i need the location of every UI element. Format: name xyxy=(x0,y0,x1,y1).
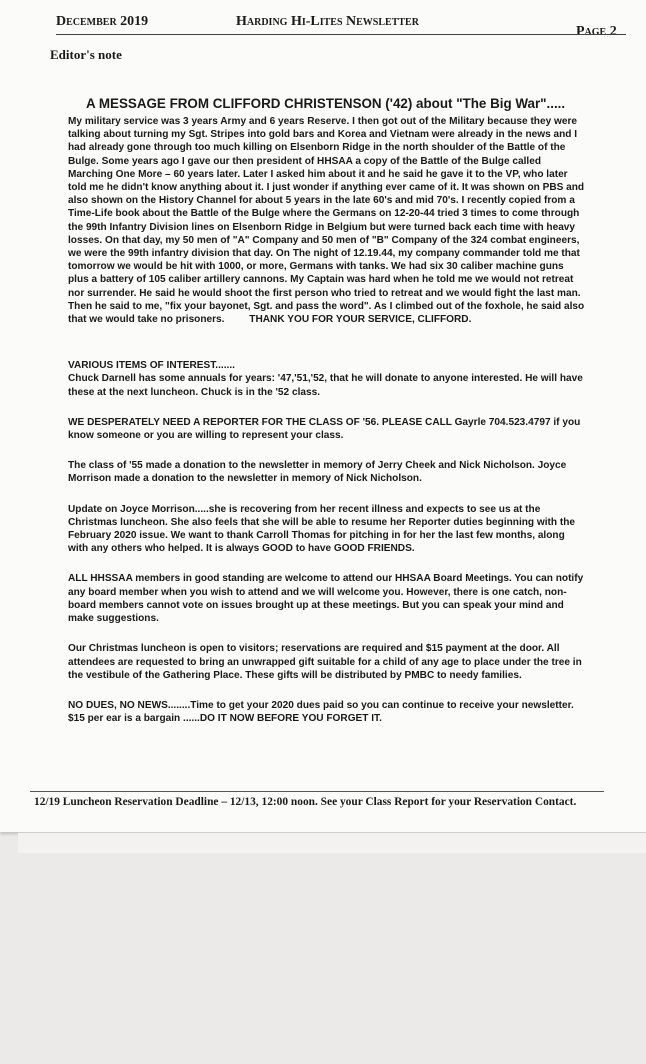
thank-you-line: THANK YOU FOR YOUR SERVICE, CLIFFORD. xyxy=(249,314,472,326)
item-paragraph: Our Christmas luncheon is open to visitors; reservations are required and $15 payment at the door. All attendees are requested to bring an unwrapped gift suitable for a child of any age to place under the tree in the vestibule of the Gathering Place. These gifts will be distributed by PMBC to needy families. xyxy=(68,643,582,681)
item-paragraph: Update on Joyce Morrison.....she is recovering from her recent illness and expects to see us at the Christmas luncheon. She also feels that she will be able to resume her Reporter duties beginning with the February 2020 issue. We want to thank Carroll Thomas for pitching in for her the last few months, along with any others who helped. It is always GOOD to have GOOD FRIENDS. xyxy=(68,503,576,555)
items-heading: VARIOUS ITEMS OF INTEREST....... xyxy=(68,360,235,372)
header-rule xyxy=(56,34,626,35)
header-date: December 2019 xyxy=(56,14,149,29)
article-content xyxy=(68,96,586,742)
header-title: Harding Hi-Lites Newsletter xyxy=(236,14,419,29)
message-body: My military service was 3 years Army and 6 years Reserve. I then got out of the Military because they were talking about turning my Sgt. Stripes into gold bars and Korea and Vietnam were already in the news and I had already gone through too much killing on Elsenborn Ridge in the north shoulder of the Battle of the Bulge. Some years ago I gave our then president of HHSAA a copy of the Battle of the Bulge called Marching One More – 60 years later. Later I asked him about it and he said he gave it to the VP, who later told me he didn't know anything about it. I just wonder if anything ever came of it. It was shown on PBS and also shown on the History Channel for about 5 years in the late 60's and mid 70's. I recently copied from a Time-Life book about the Battle of the Bulge where the Germans on 12-20-44 tried 3 times to come through the 99th Infantry Division lines on Elsenborn Ridge in Belgium but were turned back each time with heavy losses. On that day, my 50 men of "A" Company and 50 men of "B" Company of the 324 combat engineers, we were the 99th infantry division that day. On The night of 12.19.44, my company commander told me that tomorrow we would be hit with 1000, or more, Germans with tanks. We had six 30 caliber machine guns plus a battery of 105 caliber artillery cannons. My Captain was hard when he told me we would not retreat nor surrender. He said he would shoot the first person who tried to retreat and we would fight the last man. Then he said to me, "fix your bayonet, Sgt. and pass the word". As I climbed out of the foxhole, he said also that we would take no prisoners. xyxy=(68,116,585,326)
item-paragraph: ALL HHSSAA members in good standing are welcome to attend our HHSAA Board Meetings. You can notify any board member when you wish to attend and we will welcome you. However, there is one catch, non-board members cannot vote on issues brought up at these meetings. But you can speak your mind and make suggestions. xyxy=(68,573,584,625)
message-paragraph xyxy=(68,115,586,326)
item-paragraph: Chuck Darnell has some annuals for years: '47,'51,'52, that he will donate to anyone interested. He will have these at the next luncheon. Chuck is in the '52 class. xyxy=(68,373,583,398)
footer-deadline: 12/19 Luncheon Reservation Deadline – 12/13, 12:00 noon. See your Class Report for your Reservation Contact. xyxy=(34,796,577,808)
item-paragraph: The class of '55 made a donation to the newsletter in memory of Jerry Cheek and Nick Nicholson. Joyce Morrison made a donation to the newsletter in memory of Nick Nicholson. xyxy=(68,460,567,485)
underlying-sheet xyxy=(18,832,646,853)
message-title: A MESSAGE FROM CLIFFORD CHRISTENSON ('42) about "The Big War"..... xyxy=(86,96,566,111)
footer-rule xyxy=(30,791,604,792)
header-page-number: Page 2 xyxy=(576,24,617,39)
editors-note-label: Editor's note xyxy=(50,47,122,62)
item-paragraph: NO DUES, NO NEWS........Time to get your 2020 dues paid so you can continue to receive your newsletter. $15 per ear is a bargain ......DO IT NOW BEFORE YOU FORGET IT. xyxy=(68,699,574,725)
item-paragraph: WE DESPERATELY NEED A REPORTER FOR THE CLASS OF '56. PLEASE CALL Gayrle 704.523.4797 if you know someone or you are willing to represent your class. xyxy=(68,416,581,442)
